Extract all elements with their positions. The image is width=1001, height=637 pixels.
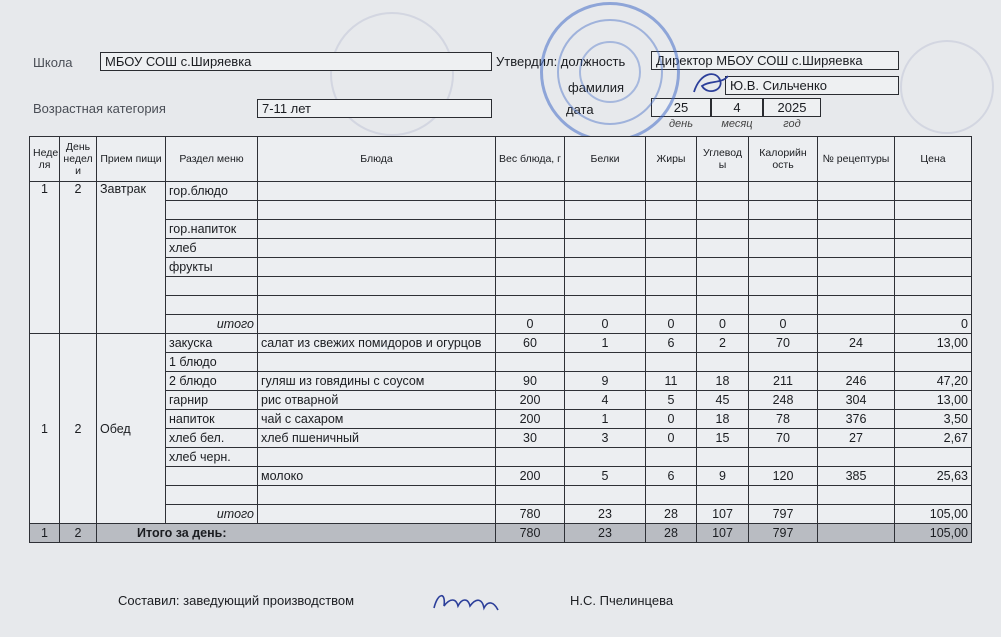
subtotal-label: итого <box>166 505 258 524</box>
date-month-field: 4 <box>711 98 763 117</box>
subtotal-row <box>30 505 972 524</box>
kcal-cell <box>749 353 818 372</box>
price-cell <box>895 277 972 296</box>
fat-cell <box>646 220 697 239</box>
kcal-cell <box>749 277 818 296</box>
dish-cell <box>258 296 496 315</box>
carbs-cell <box>697 448 749 467</box>
weight-cell <box>496 258 565 277</box>
protein-cell <box>565 220 646 239</box>
section-cell <box>166 467 258 486</box>
protein-cell: 9 <box>565 372 646 391</box>
kcal-cell: 78 <box>749 410 818 429</box>
school-label: Школа <box>33 55 73 70</box>
weight-cell <box>496 296 565 315</box>
protein-cell: 3 <box>565 429 646 448</box>
section-cell: закуска <box>166 334 258 353</box>
price-cell: 13,00 <box>895 391 972 410</box>
day-total-carbs: 107 <box>697 524 749 543</box>
kcal-cell <box>749 182 818 201</box>
date-label: дата <box>566 102 594 117</box>
recipe-cell <box>818 239 895 258</box>
subtotal-protein: 23 <box>565 505 646 524</box>
table-row <box>30 201 972 220</box>
recipe-cell <box>818 220 895 239</box>
fat-cell <box>646 448 697 467</box>
subtotal-kcal: 0 <box>749 315 818 334</box>
table-row <box>30 182 972 201</box>
weight-cell <box>496 277 565 296</box>
year-caption: год <box>783 118 801 130</box>
subtotal-kcal: 797 <box>749 505 818 524</box>
date-year-field: 2025 <box>763 98 821 117</box>
carbs-cell: 45 <box>697 391 749 410</box>
table-row <box>30 410 972 429</box>
compiled-by-label: Составил: заведующий производством <box>118 593 355 608</box>
subtotal-fat: 0 <box>646 315 697 334</box>
protein-cell <box>565 353 646 372</box>
recipe-cell <box>818 296 895 315</box>
kcal-cell <box>749 239 818 258</box>
fat-cell: 0 <box>646 410 697 429</box>
approved-position-field: Директор МБОУ СОШ с.Ширяевка <box>651 51 899 70</box>
official-stamp <box>540 2 680 142</box>
weight-cell: 90 <box>496 372 565 391</box>
subtotal-price: 0 <box>895 315 972 334</box>
subtotal-fat: 28 <box>646 505 697 524</box>
day-total-weight: 780 <box>496 524 565 543</box>
section-cell <box>166 486 258 505</box>
weight-cell <box>496 486 565 505</box>
kcal-cell <box>749 258 818 277</box>
weight-cell: 200 <box>496 410 565 429</box>
carbs-cell <box>697 277 749 296</box>
carbs-cell <box>697 258 749 277</box>
day-total-kcal: 797 <box>749 524 818 543</box>
protein-cell: 1 <box>565 410 646 429</box>
fat-cell: 11 <box>646 372 697 391</box>
dish-cell <box>258 505 496 524</box>
fat-cell <box>646 182 697 201</box>
dish-cell <box>258 258 496 277</box>
table-row <box>30 353 972 372</box>
section-cell: гор.напиток <box>166 220 258 239</box>
table-row <box>30 429 972 448</box>
price-cell: 47,20 <box>895 372 972 391</box>
carbs-cell <box>697 486 749 505</box>
dish-cell: чай с сахаром <box>258 410 496 429</box>
carbs-cell <box>697 201 749 220</box>
col-kcal: Калорийн ость <box>749 137 818 182</box>
dish-cell <box>258 239 496 258</box>
subtotal-weight: 0 <box>496 315 565 334</box>
kcal-cell: 211 <box>749 372 818 391</box>
col-price: Цена <box>895 137 972 182</box>
carbs-cell: 18 <box>697 410 749 429</box>
day-caption: день <box>668 118 694 130</box>
table-row <box>30 334 972 353</box>
subtotal-weight: 780 <box>496 505 565 524</box>
protein-cell <box>565 182 646 201</box>
date-day-field: 25 <box>651 98 711 117</box>
dish-cell <box>258 486 496 505</box>
recipe-cell <box>818 201 895 220</box>
section-cell: напиток <box>166 410 258 429</box>
day-total-row <box>30 524 972 543</box>
section-cell <box>166 201 258 220</box>
protein-cell: 1 <box>565 334 646 353</box>
fat-cell <box>646 353 697 372</box>
price-cell: 25,63 <box>895 467 972 486</box>
dish-cell <box>258 448 496 467</box>
dish-cell: хлеб пшеничный <box>258 429 496 448</box>
subtotal-recipe <box>818 505 895 524</box>
price-cell: 13,00 <box>895 334 972 353</box>
dish-cell <box>258 277 496 296</box>
subtotal-label: итого <box>166 315 258 334</box>
protein-cell <box>565 448 646 467</box>
kcal-cell: 70 <box>749 429 818 448</box>
recipe-cell: 376 <box>818 410 895 429</box>
kcal-cell <box>749 296 818 315</box>
table-row <box>30 372 972 391</box>
carbs-cell: 15 <box>697 429 749 448</box>
recipe-cell: 385 <box>818 467 895 486</box>
col-weight: Вес блюда, г <box>496 137 565 182</box>
section-cell: хлеб черн. <box>166 448 258 467</box>
dish-cell: молоко <box>258 467 496 486</box>
surname-field: Ю.В. Сильченко <box>725 76 899 95</box>
recipe-cell <box>818 258 895 277</box>
section-cell: гор.блюдо <box>166 182 258 201</box>
recipe-cell <box>818 486 895 505</box>
meal-cell: Обед <box>97 334 166 524</box>
protein-cell: 5 <box>565 467 646 486</box>
col-meal: Прием пищи <box>97 137 166 182</box>
carbs-cell <box>697 296 749 315</box>
day-total-label: Итого за день: <box>97 524 496 543</box>
recipe-cell: 246 <box>818 372 895 391</box>
col-section: Раздел меню <box>166 137 258 182</box>
menu-table <box>29 136 972 543</box>
day-total-price: 105,00 <box>895 524 972 543</box>
recipe-cell <box>818 182 895 201</box>
carbs-cell <box>697 353 749 372</box>
table-row <box>30 220 972 239</box>
age-category-label: Возрастная категория <box>33 101 166 116</box>
fat-cell <box>646 201 697 220</box>
col-fat: Жиры <box>646 137 697 182</box>
weight-cell <box>496 353 565 372</box>
fat-cell: 6 <box>646 334 697 353</box>
price-cell <box>895 486 972 505</box>
kcal-cell: 248 <box>749 391 818 410</box>
table-row <box>30 467 972 486</box>
day-cell: 2 <box>60 334 97 524</box>
weight-cell <box>496 239 565 258</box>
section-cell: гарнир <box>166 391 258 410</box>
compiler-signature <box>428 584 508 618</box>
weight-cell <box>496 201 565 220</box>
recipe-cell <box>818 277 895 296</box>
table-row <box>30 486 972 505</box>
faint-seal-watermark-2 <box>900 40 994 134</box>
fat-cell: 0 <box>646 429 697 448</box>
price-cell <box>895 201 972 220</box>
col-week: Неде ля <box>30 137 60 182</box>
recipe-cell: 24 <box>818 334 895 353</box>
kcal-cell <box>749 201 818 220</box>
protein-cell <box>565 296 646 315</box>
table-row <box>30 258 972 277</box>
col-carbs: Углевод ы <box>697 137 749 182</box>
compiler-name: Н.С. Пчелинцева <box>570 593 674 608</box>
surname-label: фамилия <box>568 80 625 95</box>
weight-cell: 200 <box>496 391 565 410</box>
price-cell <box>895 296 972 315</box>
subtotal-recipe <box>818 315 895 334</box>
month-caption: месяц <box>721 118 753 130</box>
subtotal-price: 105,00 <box>895 505 972 524</box>
fat-cell: 6 <box>646 467 697 486</box>
recipe-cell <box>818 448 895 467</box>
col-protein: Белки <box>565 137 646 182</box>
day-total-day: 2 <box>60 524 97 543</box>
day-total-protein: 23 <box>565 524 646 543</box>
table-row <box>30 391 972 410</box>
carbs-cell: 2 <box>697 334 749 353</box>
director-signature <box>690 66 730 100</box>
kcal-cell <box>749 486 818 505</box>
table-row <box>30 239 972 258</box>
kcal-cell <box>749 220 818 239</box>
protein-cell <box>565 201 646 220</box>
subtotal-protein: 0 <box>565 315 646 334</box>
carbs-cell: 18 <box>697 372 749 391</box>
subtotal-row <box>30 315 972 334</box>
fat-cell <box>646 296 697 315</box>
dish-cell <box>258 182 496 201</box>
carbs-cell <box>697 182 749 201</box>
weight-cell <box>496 182 565 201</box>
price-cell <box>895 182 972 201</box>
day-total-week: 1 <box>30 524 60 543</box>
recipe-cell <box>818 353 895 372</box>
section-cell: хлеб бел. <box>166 429 258 448</box>
day-total-fat: 28 <box>646 524 697 543</box>
table-header-row <box>30 137 972 182</box>
carbs-cell <box>697 220 749 239</box>
fat-cell <box>646 277 697 296</box>
age-category-field: 7-11 лет <box>257 99 492 118</box>
fat-cell <box>646 239 697 258</box>
table-row <box>30 277 972 296</box>
school-field: МБОУ СОШ с.Ширяевка <box>100 52 492 71</box>
fat-cell: 5 <box>646 391 697 410</box>
day-total-recipe <box>818 524 895 543</box>
weight-cell: 30 <box>496 429 565 448</box>
weight-cell: 60 <box>496 334 565 353</box>
protein-cell <box>565 258 646 277</box>
week-cell: 1 <box>30 182 60 334</box>
recipe-cell: 304 <box>818 391 895 410</box>
dish-cell: салат из свежих помидоров и огурцов <box>258 334 496 353</box>
kcal-cell <box>749 448 818 467</box>
dish-cell <box>258 315 496 334</box>
col-recipe: № рецептуры <box>818 137 895 182</box>
dish-cell: рис отварной <box>258 391 496 410</box>
price-cell <box>895 448 972 467</box>
kcal-cell: 120 <box>749 467 818 486</box>
section-cell <box>166 277 258 296</box>
col-day: День недел и <box>60 137 97 182</box>
col-dish: Блюда <box>258 137 496 182</box>
weight-cell: 200 <box>496 467 565 486</box>
price-cell: 3,50 <box>895 410 972 429</box>
protein-cell <box>565 239 646 258</box>
day-cell: 2 <box>60 182 97 334</box>
price-cell <box>895 220 972 239</box>
carbs-cell: 9 <box>697 467 749 486</box>
dish-cell: гуляш из говядины с соусом <box>258 372 496 391</box>
section-cell: 1 блюдо <box>166 353 258 372</box>
dish-cell <box>258 220 496 239</box>
protein-cell <box>565 277 646 296</box>
protein-cell <box>565 486 646 505</box>
meal-cell: Завтрак <box>97 182 166 334</box>
dish-cell <box>258 201 496 220</box>
fat-cell <box>646 258 697 277</box>
protein-cell: 4 <box>565 391 646 410</box>
section-cell: хлеб <box>166 239 258 258</box>
price-cell <box>895 353 972 372</box>
table-row <box>30 448 972 467</box>
section-cell: 2 блюдо <box>166 372 258 391</box>
price-cell <box>895 239 972 258</box>
weight-cell <box>496 220 565 239</box>
subtotal-carbs: 107 <box>697 505 749 524</box>
table-row <box>30 296 972 315</box>
subtotal-carbs: 0 <box>697 315 749 334</box>
fat-cell <box>646 486 697 505</box>
price-cell: 2,67 <box>895 429 972 448</box>
kcal-cell: 70 <box>749 334 818 353</box>
recipe-cell: 27 <box>818 429 895 448</box>
section-cell: фрукты <box>166 258 258 277</box>
section-cell <box>166 296 258 315</box>
weight-cell <box>496 448 565 467</box>
price-cell <box>895 258 972 277</box>
week-cell: 1 <box>30 334 60 524</box>
dish-cell <box>258 353 496 372</box>
approved-label: Утвердил: должность <box>496 54 626 69</box>
carbs-cell <box>697 239 749 258</box>
